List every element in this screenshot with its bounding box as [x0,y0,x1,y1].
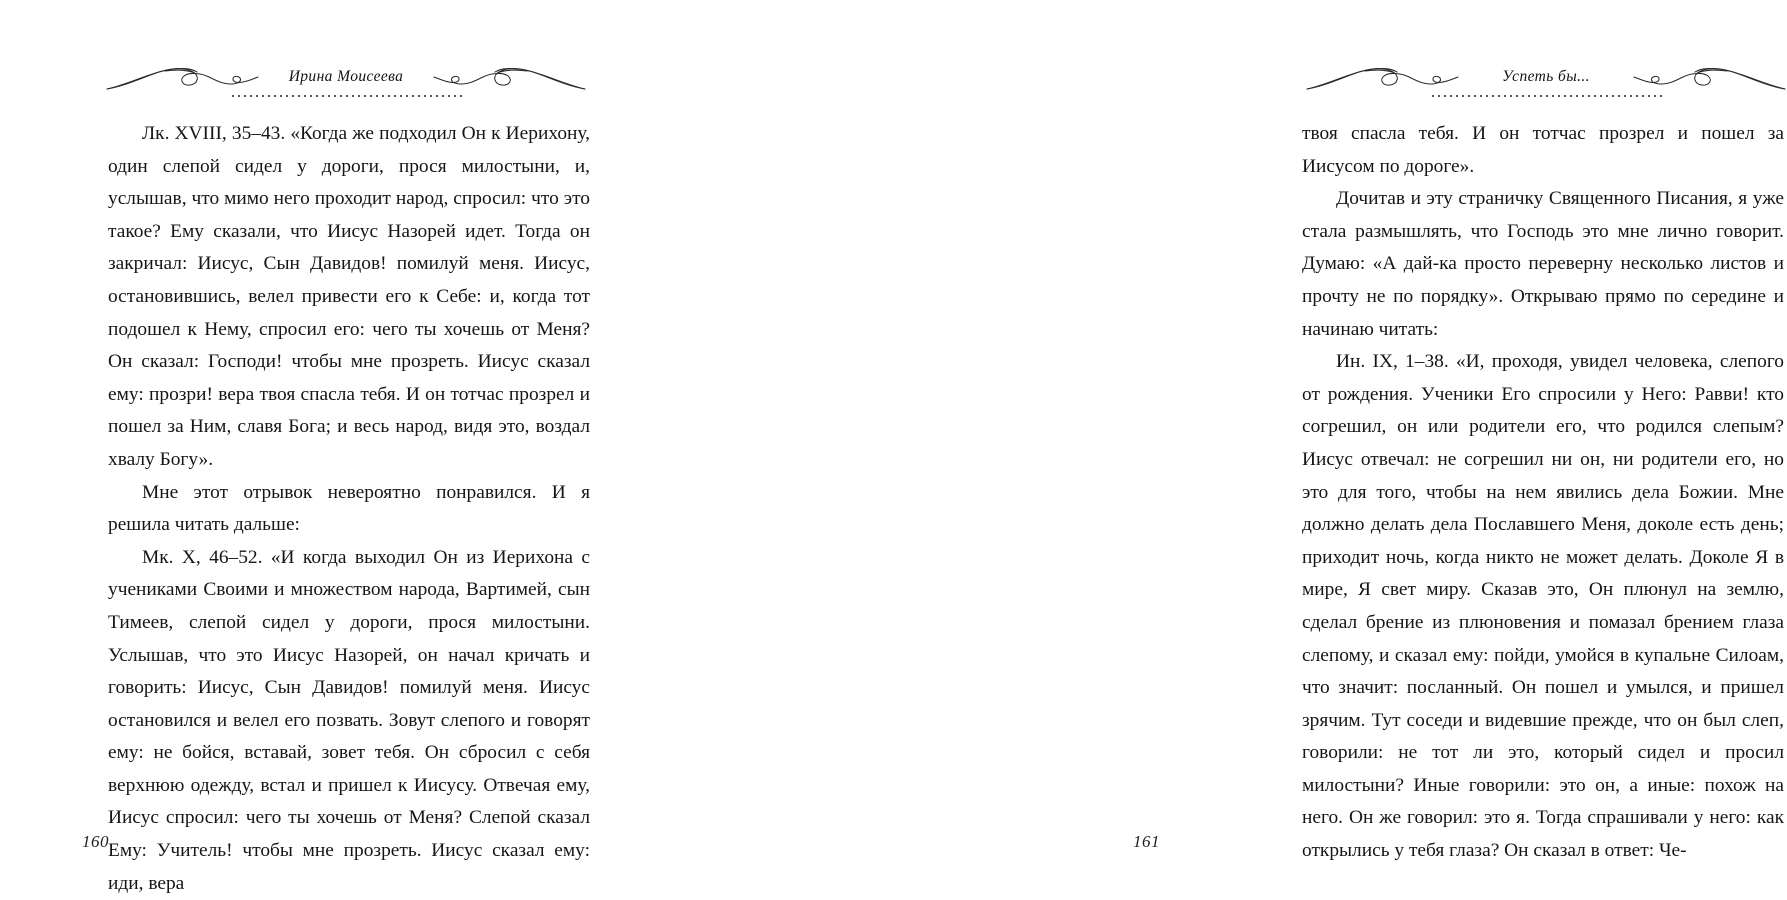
paragraph: Мне этот отрывок невероятно понравился. И я решила читать дальше: [108,481,590,536]
paragraph: Ин. IX, 1–38. «И, проходя, увидел человека, слепого от рождения. Ученики Его спросили у Него: Равви! кто согрешил, он или родители его, что родился слепым? Иисус отвечал: не согрешил ни он, ни родители его, но это для того, чтобы на нем явились дела Божии. Мне должно делать дела Пославшего Меня, доколе есть день; приходит ночь, когда никто не может делать. Доколе Я в мире, Я свет миру. Сказав это, Он плюнул на землю, сделал брение из плюновения и помазал брением глаза слепому, и сказал ему: пойди, умойся в купальне Силоам, что значит: посланный. Он пошел и умылся, и пришел зрячим. Тут соседи и видевшие прежде, что он был слеп, говорили: не тот ли это, который сидел и просил милостыни? Иные говорили: это он, а иные: похож на него. Он же говорил: это я. Тогда спрашивали у него: как открылись у тебя глаза? Он сказал в ответ: Че- [1302,351,1784,862]
paragraph: Мк. X, 46–52. «И когда выходил Он из Иерихона с учениками Своими и множеством народа, Вартимей, сын Тимеев, слепой сидел у дороги, прося милостыни. Услышав, что это Иисус Назорей, он начал кричать и говорить: Иисус, Сын Давидов! помилуй меня. Иисус остановился и велел его позвать. Зовут слепого и говорят ему: не бойся, вставай, зовет тебя. Он сбросил с себя верхнюю одежду, встал и пришел к Иисусу. Отвечая ему, Иисус спросил: чего ты хочешь от Меня? Слепой сказал Ему: Учитель! чтобы мне прозреть. Иисус сказал ему: иди, вера [108,546,590,894]
running-head-title-left: Ирина Моисеева [288,68,404,85]
running-head-left [105,62,587,108]
running-head-right [1305,62,1787,108]
dotted-rule-icon [1430,91,1662,97]
paragraph: Дочитав и эту страничку Священного Писания, я уже стала размышлять, что Господь это мне лично говорит. Думаю: «А дай-ка просто переверну несколько листов и прочту не по порядку». Открываю прямо по середине и начинаю читать: [1302,188,1784,340]
paragraph: Лк. XVIII, 35–43. «Когда же подходил Он к Иерихону, один слепой сидел у дороги, прося милостыни, и, услышав, что мимо него проходит народ, спросил: что это такое? Ему сказали, что Иисус Назорей идет. Тогда он закричал: Иисус, Сын Давидов! помилуй меня. Иисус, остановившись, велел привести его к Себе: и, когда тот подошел к Нему, спросил его: чего ты хочешь от Меня? Он сказал: Господи! чтобы мне прозреть. Иисус сказал ему: прозри! вера твоя спасла тебя. И он тотчас прозрел и пошел за Ним, славя Бога; и весь народ, видя это, воздал хвалу Богу». [108,123,590,470]
right-page [630,0,1784,882]
left-page-text-column [108,118,590,900]
page-number-right: 161 [1133,832,1160,851]
paragraph: твоя спасла тебя. И он тотчас прозрел и пошел за Иисусом по дороге». [1302,123,1784,177]
right-page-text-column [1302,118,1784,868]
running-head-title-right: Успеть бы... [1502,68,1590,85]
dotted-rule-icon [230,91,462,97]
page-number-left: 160 [82,832,109,851]
left-page [0,0,630,894]
